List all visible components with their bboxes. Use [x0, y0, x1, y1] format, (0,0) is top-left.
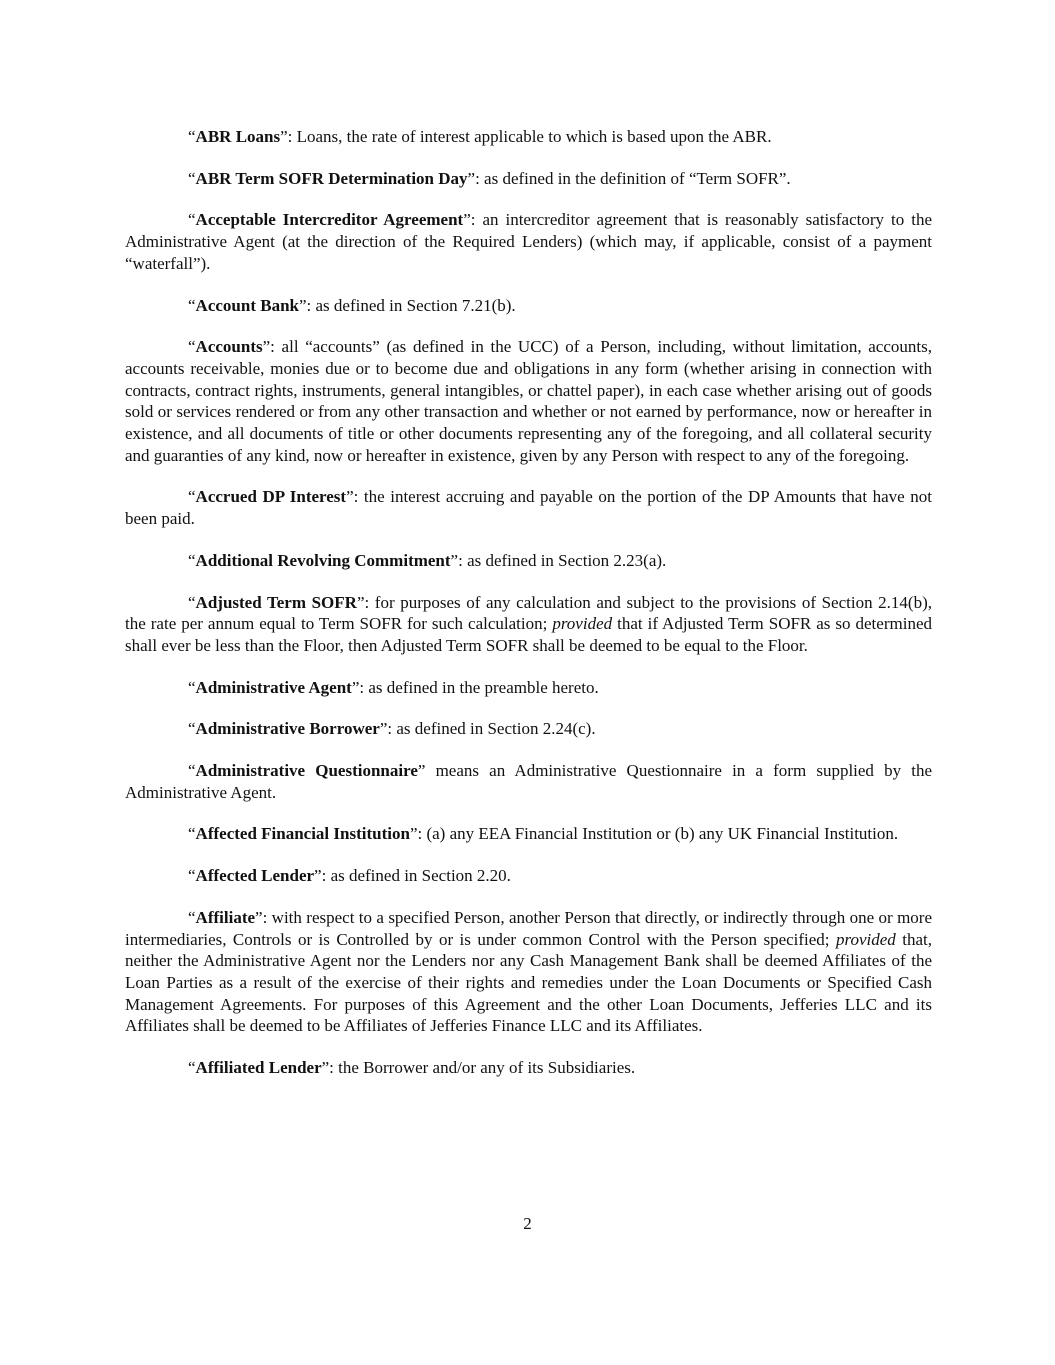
- definition-paragraph: “Affected Financial Institution”: (a) any EEA Financial Institution or (b) any UK Financial Institution.: [188, 824, 899, 844]
- defined-term: Adjusted Term SOFR: [195, 592, 357, 612]
- definition-text: : as defined in Section 7.21(b).: [306, 295, 516, 315]
- definition-text: : as defined in Section 2.23(a).: [458, 550, 667, 570]
- defined-term: Administrative Borrower: [195, 719, 380, 739]
- definition-paragraph: “Adjusted Term SOFR”: for purposes of any calculation and subject to the provisions of Section 2.14(b), the rate per annum equal to Term SOFR for such calculation; provided that if Adjusted Term SOFR as so determined shall ever be less than the Floor, then Adjusted Term SOFR shall be deemed to be equal to the Floor.: [125, 592, 932, 655]
- definition-paragraph: “Administrative Questionnaire” means an Administrative Questionnaire in a form supplied by the Administrative Agent.: [125, 761, 932, 802]
- definition-text: : as defined in Section 2.24(c).: [387, 719, 596, 739]
- defined-term: Acceptable Intercreditor Agreement: [195, 210, 464, 230]
- defined-term: Administrative Agent: [195, 677, 352, 697]
- defined-term: Affected Financial Institution: [195, 824, 410, 844]
- definition-text: : an intercreditor agreement that is reasonably satisfactory to the Administrative Agent (at the direction of the Required Lenders) (which may, if applicable, consist of a payment “waterfall”).: [125, 210, 932, 273]
- definition-paragraph: “ABR Term SOFR Determination Day”: as defined in the definition of “Term SOFR”.: [188, 168, 791, 188]
- definition-text: : as defined in Section 2.20.: [321, 866, 511, 886]
- defined-term: ABR Term SOFR Determination Day: [195, 168, 468, 188]
- definition-paragraph: “Additional Revolving Commitment”: as defined in Section 2.23(a).: [188, 550, 667, 570]
- definition-paragraph: “Accounts”: all “accounts” (as defined in the UCC) of a Person, including, without limitation, accounts, accounts receivable, monies due or to become due and obligations in any form (whether arising in connection with contracts, contract rights, instruments, general intangibles, or chattel paper), in each case whether arising out of goods sold or services rendered or from any other transaction and whether or not earned by performance, now or hereafter in existence, and all documents of title or other documents representing any of the foregoing, and all collateral security and guaranties of any kind, now or hereafter in existence, given by any Person with respect to any of the foregoing.: [125, 337, 932, 465]
- definition-paragraph: “Administrative Agent”: as defined in the preamble hereto.: [188, 677, 599, 697]
- defined-term: Affiliated Lender: [195, 1058, 322, 1078]
- italic-text: provided: [552, 614, 613, 634]
- defined-term: Accounts: [195, 337, 263, 357]
- definitions-list: [125, 126, 932, 1099]
- definition-paragraph: “Affiliated Lender”: the Borrower and/or any of its Subsidiaries.: [188, 1058, 636, 1078]
- definition-text: : with respect to a specified Person, another Person that directly, or indirectly through one or more intermediaries, Controls or is Controlled by or is under common Control with the Person specified;: [125, 907, 932, 949]
- defined-term: Additional Revolving Commitment: [195, 550, 451, 570]
- definition-paragraph: “Account Bank”: as defined in Section 7.21(b).: [188, 295, 516, 315]
- defined-term: Affiliate: [195, 907, 256, 927]
- definition-paragraph: “Accrued DP Interest”: the interest accruing and payable on the portion of the DP Amounts that have not been paid.: [125, 487, 932, 529]
- definition-text: : the interest accruing and payable on the portion of the DP Amounts that have not been paid.: [125, 487, 932, 529]
- definition-paragraph: “ABR Loans”: Loans, the rate of interest applicable to which is based upon the ABR.: [188, 127, 772, 146]
- italic-text: provided: [835, 929, 896, 949]
- definition-text: : the Borrower and/or any of its Subsidiaries.: [329, 1058, 636, 1078]
- defined-term: ABR Loans: [195, 127, 281, 146]
- definition-text: that if Adjusted Term SOFR as so determined shall ever be less than the Floor, then Adjusted Term SOFR shall be deemed to be equal to the Floor.: [125, 614, 932, 655]
- definition-text: : for purposes of any calculation and subject to the provisions of Section 2.14(b), the rate per annum equal to Term SOFR for such calculation;: [125, 592, 932, 634]
- definition-paragraph: “Acceptable Intercreditor Agreement”: an intercreditor agreement that is reasonably satisfactory to the Administrative Agent (at the direction of the Required Lenders) (which may, if applicable, consist of a payment “waterfall”).: [125, 210, 932, 273]
- definition-paragraph: “Affiliate”: with respect to a specified Person, another Person that directly, or indirectly through one or more intermediaries, Controls or is Controlled by or is under common Control with the Person specified; provided that, neither the Administrative Agent nor the Lenders nor any Cash Management Bank shall be deemed Affiliates of the Loan Parties as a result of the exercise of their rights and remedies under the Loan Documents or Specified Cash Management Agreements. For purposes of this Agreement and the other Loan Documents, Jefferies LLC and its Affiliates shall be deemed to be Affiliates of Jefferies Finance LLC and its Affiliates.: [125, 907, 932, 1036]
- defined-term: Account Bank: [195, 295, 299, 315]
- definition-text: : all “accounts” (as defined in the UCC) of a Person, including, without limitation, accounts, accounts receivable, monies due or to become due and obligations in any form (whether arising in connection with contracts, contract rights, instruments, general intangibles, or chattel paper), in each case whether arising out of goods sold or services rendered or from any other transaction and whether or not earned by performance, now or hereafter in existence, and all documents of title or other documents representing any of the foregoing, and all collateral security and guaranties of any kind, now or hereafter in existence, given by any Person with respect to any of the foregoing.: [125, 337, 932, 465]
- definition-paragraph: “Affected Lender”: as defined in Section 2.20.: [188, 866, 511, 886]
- definition-text: means an Administrative Questionnaire in a form supplied by the Administrative Agent.: [125, 761, 932, 802]
- definition-text: : as defined in the preamble hereto.: [359, 677, 599, 697]
- definition-text: : (a) any EEA Financial Institution or (b) any UK Financial Institution.: [417, 824, 899, 844]
- defined-term: Affected Lender: [195, 866, 315, 886]
- definition-text: : as defined in the definition of “Term SOFR”.: [475, 168, 791, 188]
- definition-paragraph: “Administrative Borrower”: as defined in Section 2.24(c).: [188, 719, 596, 739]
- defined-term: Accrued DP Interest: [195, 487, 347, 507]
- page-number: 2: [523, 1214, 532, 1233]
- definition-text: : Loans, the rate of interest applicable to which is based upon the ABR.: [287, 127, 772, 146]
- definition-text: that, neither the Administrative Agent nor the Lenders nor any Cash Management Bank shall be deemed Affiliates of the Loan Parties as a result of the exercise of their rights and remedies under the Loan Documents or Specified Cash Management Agreements. For purposes of this Agreement and the other Loan Documents, Jefferies LLC and its Affiliates shall be deemed to be Affiliates of Jefferies Finance LLC and its Affiliates.: [125, 929, 932, 1036]
- defined-term: Administrative Questionnaire: [195, 761, 418, 781]
